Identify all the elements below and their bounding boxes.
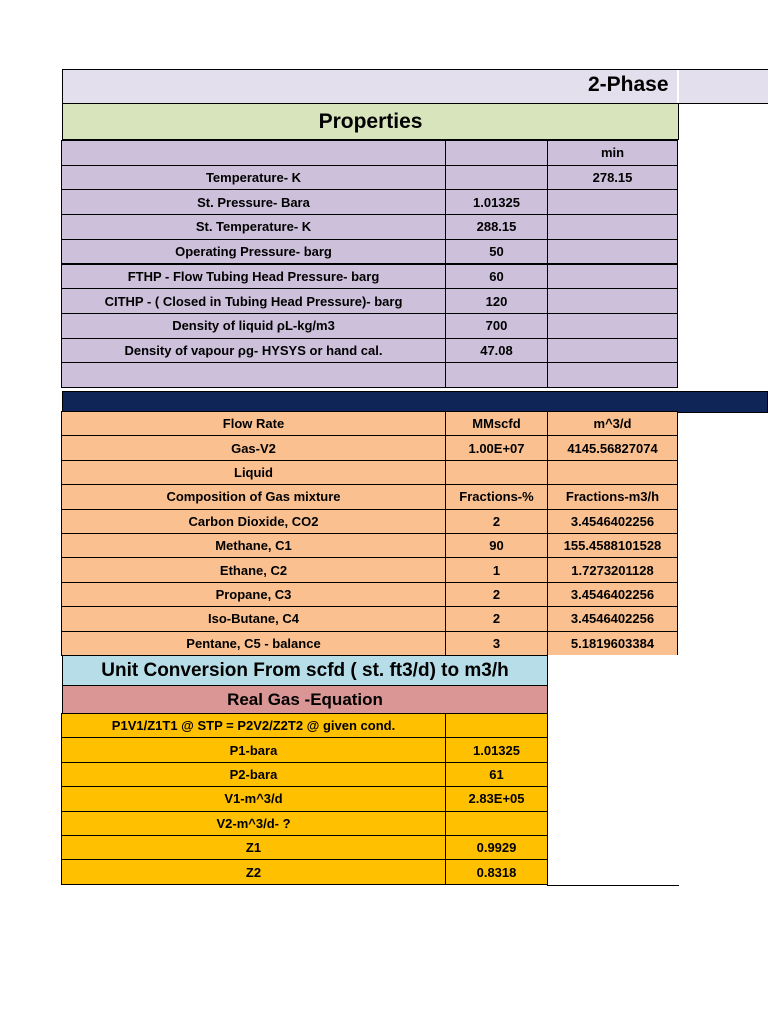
real-gas-row [62,812,548,837]
properties-cell[interactable] [547,362,678,388]
flow-cell[interactable]: 3.4546402256 [547,582,678,607]
flow-row [62,583,678,608]
properties-cell[interactable] [445,165,548,191]
real-gas-cell[interactable]: 2.83E+05 [445,786,548,811]
properties-row [62,289,678,315]
properties-cell[interactable]: St. Temperature- K [61,214,446,240]
flow-row [62,436,678,461]
flow-cell[interactable]: Propane, C3 [61,582,446,607]
flow-row [62,558,678,583]
flow-cell[interactable]: m^3/d [547,411,678,436]
properties-cell[interactable]: min [547,140,678,166]
flow-cell[interactable]: Iso-Butane, C4 [61,606,446,631]
flow-row [62,510,678,535]
properties-cell[interactable]: Temperature- K [61,165,446,191]
real-gas-cell[interactable]: V2-m^3/d- ? [61,811,446,836]
flow-row [62,412,678,437]
properties-row [62,190,678,216]
properties-cell[interactable]: 288.15 [445,214,548,240]
properties-cell[interactable]: CITHP - ( Closed in Tubing Head Pressure)- barg [61,288,446,314]
properties-row [62,215,678,241]
flow-cell[interactable]: Methane, C1 [61,533,446,558]
flow-cell[interactable]: 90 [445,533,548,558]
properties-cell[interactable] [445,140,548,166]
flow-cell[interactable]: Pentane, C5 - balance [61,631,446,656]
flow-cell[interactable]: 3.4546402256 [547,509,678,534]
properties-cell[interactable]: 278.15 [547,165,678,191]
real-gas-cell[interactable]: 1.01325 [445,737,548,762]
properties-cell[interactable] [547,214,678,240]
real-gas-cell[interactable]: V1-m^3/d [61,786,446,811]
real-gas-cell[interactable]: P1V1/Z1T1 @ STP = P2V2/Z2T2 @ given cond. [61,713,446,738]
flow-cell[interactable]: Ethane, C2 [61,557,446,582]
properties-row [62,339,678,365]
real-gas-cell[interactable] [445,811,548,836]
title-bar [62,69,768,104]
flow-cell[interactable]: 2 [445,582,548,607]
conversion-title: Unit Conversion From scfd ( st. ft3/d) to m3/h [62,655,548,686]
properties-cell[interactable]: 50 [445,239,548,265]
properties-row [62,363,678,389]
real-gas-title: Real Gas -Equation [62,685,548,714]
properties-cell[interactable]: 700 [445,313,548,339]
properties-cell[interactable] [547,288,678,314]
properties-cell[interactable] [547,189,678,215]
flow-cell[interactable]: 2 [445,606,548,631]
properties-cell[interactable]: 60 [445,264,548,290]
properties-row [62,166,678,192]
flow-cell[interactable]: Flow Rate [61,411,446,436]
properties-cell[interactable]: Operating Pressure- barg [61,239,446,265]
properties-cell[interactable] [547,264,678,290]
flow-row [62,534,678,559]
flow-row [62,461,678,486]
properties-cell[interactable]: 120 [445,288,548,314]
flow-cell[interactable]: 1.7273201128 [547,557,678,582]
properties-cell[interactable]: 47.08 [445,338,548,364]
flow-cell[interactable]: 4145.56827074 [547,435,678,460]
flow-cell[interactable]: 5.1819603384 [547,631,678,656]
real-gas-row [62,860,548,885]
properties-row [62,141,678,167]
real-gas-row [62,836,548,861]
flow-cell[interactable]: Composition of Gas mixture [61,484,446,509]
empty-cell-block [547,655,679,886]
real-gas-row [62,738,548,763]
properties-cell[interactable]: Density of liquid ρL-kg/m3 [61,313,446,339]
properties-row [62,240,678,266]
flow-row [62,607,678,632]
flow-cell[interactable]: Fractions-m3/h [547,484,678,509]
real-gas-cell[interactable]: P2-bara [61,762,446,787]
flow-cell[interactable]: 1.00E+07 [445,435,548,460]
properties-row [62,314,678,340]
real-gas-row [62,787,548,812]
real-gas-cell[interactable] [445,713,548,738]
properties-header: Properties [62,103,679,140]
real-gas-cell[interactable]: 61 [445,762,548,787]
properties-cell[interactable] [61,140,446,166]
flow-row [62,632,678,657]
properties-cell[interactable] [61,362,446,388]
real-gas-cell[interactable]: Z1 [61,835,446,860]
sheet-title: 2-Phase [588,73,669,96]
flow-cell[interactable]: Liquid [61,460,446,485]
flow-cell[interactable]: 2 [445,509,548,534]
flow-cell[interactable]: Carbon Dioxide, CO2 [61,509,446,534]
properties-cell[interactable]: FTHP - Flow Tubing Head Pressure- barg [61,264,446,290]
properties-cell[interactable] [547,239,678,265]
properties-cell[interactable] [445,362,548,388]
properties-row [62,265,678,291]
real-gas-cell[interactable]: 0.8318 [445,859,548,884]
flow-cell[interactable] [547,460,678,485]
properties-cell[interactable] [547,313,678,339]
properties-cell[interactable]: St. Pressure- Bara [61,189,446,215]
section-divider [62,391,768,413]
properties-cell[interactable] [547,338,678,364]
real-gas-row [62,714,548,739]
real-gas-cell[interactable]: P1-bara [61,737,446,762]
flow-cell[interactable]: MMscfd [445,411,548,436]
real-gas-cell[interactable]: 0.9929 [445,835,548,860]
flow-row [62,485,678,510]
real-gas-row [62,763,548,788]
properties-cell[interactable]: Density of vapour ρg- HYSYS or hand cal. [61,338,446,364]
column-border [677,70,679,105]
real-gas-cell[interactable]: Z2 [61,859,446,884]
flow-cell[interactable]: 3.4546402256 [547,606,678,631]
properties-cell[interactable]: 1.01325 [445,189,548,215]
flow-cell[interactable]: 1 [445,557,548,582]
flow-cell[interactable]: 3 [445,631,548,656]
flow-cell[interactable]: Gas-V2 [61,435,446,460]
flow-cell[interactable]: 155.4588101528 [547,533,678,558]
flow-cell[interactable] [445,460,548,485]
flow-cell[interactable]: Fractions-% [445,484,548,509]
